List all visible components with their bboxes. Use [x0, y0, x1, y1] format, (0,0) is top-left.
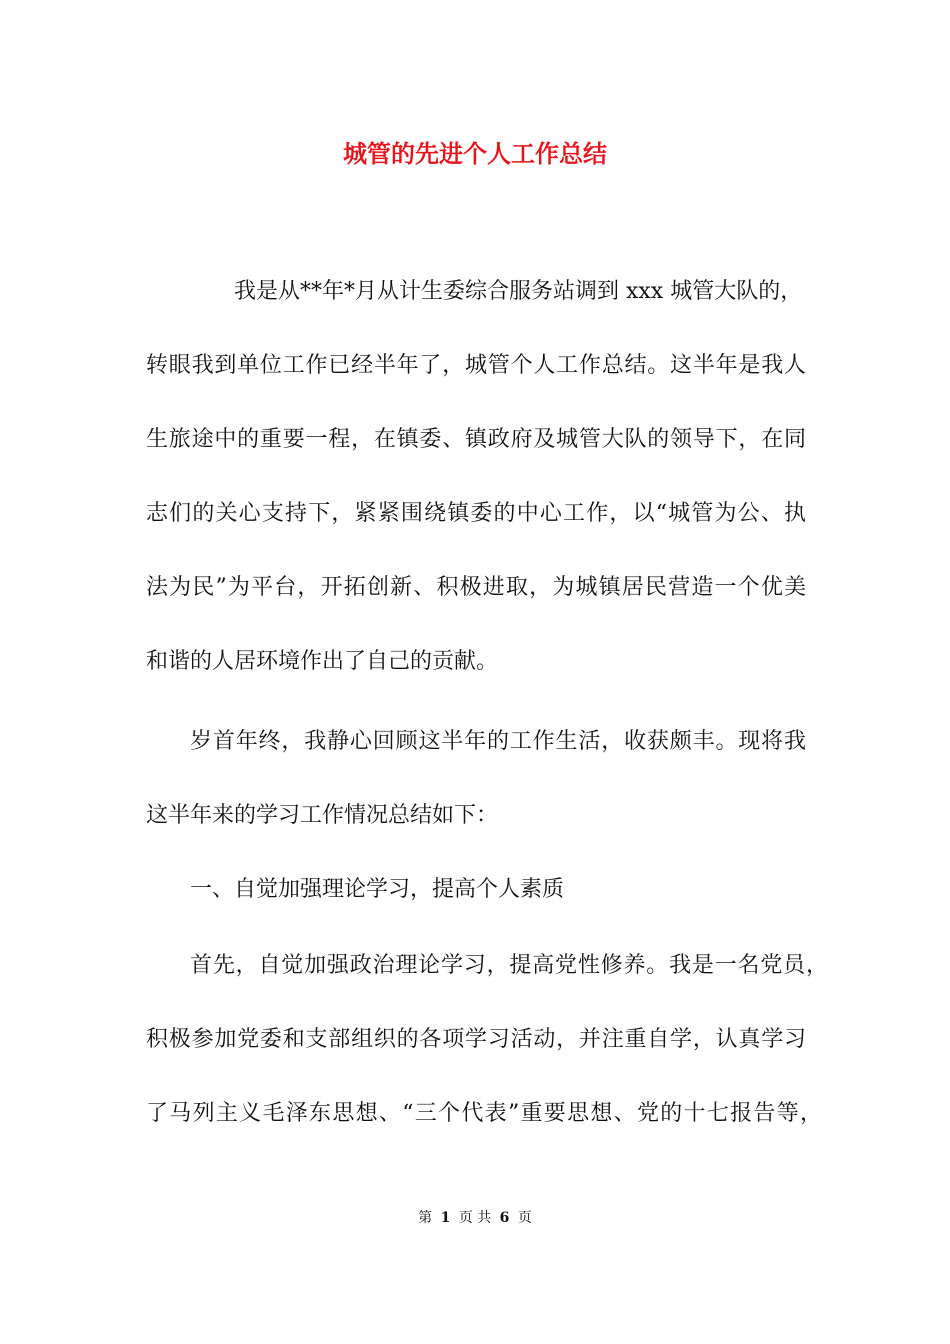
paragraph-line-5: 法为民”为平台，开拓创新、积极进取，为城镇居民营造一个优美: [146, 575, 806, 600]
paragraph-line-6: 和谐的人居环境作出了自己的贡献。: [146, 649, 499, 674]
footer-prefix: 第: [418, 1210, 433, 1226]
paragraph-line-7: 岁首年终，我静心回顾这半年的工作生活，收获颇丰。现将我: [190, 729, 806, 754]
section-heading-1: 一、自觉加强理论学习，提高个人素质: [190, 877, 565, 902]
footer-total-pages: 6: [499, 1210, 510, 1226]
footer-middle: 页 共: [458, 1210, 492, 1226]
paragraph-line-10: 积极参加党委和支部组织的各项学习活动，并注重自学，认真学习: [146, 1027, 806, 1052]
paragraph-line-1: 我是从**年*月从计生委综合服务站调到 xxx 城管大队的，: [234, 279, 803, 304]
paragraph-line-3: 生旅途中的重要一程，在镇委、镇政府及城管大队的领导下，在同: [146, 427, 806, 452]
document-title: 城管的先进个人工作总结: [343, 139, 607, 168]
footer-page-number: 1: [440, 1210, 451, 1226]
paragraph-line-2: 转眼我到单位工作已经半年了，城管个人工作总结。这半年是我人: [146, 353, 806, 378]
footer-suffix: 页: [517, 1210, 532, 1226]
paragraph-line-8: 这半年来的学习工作情况总结如下：: [146, 803, 499, 828]
paragraph-line-11: 了马列主义毛泽东思想、“三个代表”重要思想、党的十七报告等，: [146, 1101, 822, 1126]
paragraph-line-9: 首先，自觉加强政治理论学习，提高党性修养。我是一名党员，: [190, 953, 828, 978]
paragraph-line-4: 志们的关心支持下，紧紧围绕镇委的中心工作，以“城管为公、执: [146, 501, 806, 526]
page-footer: [0, 1208, 950, 1228]
